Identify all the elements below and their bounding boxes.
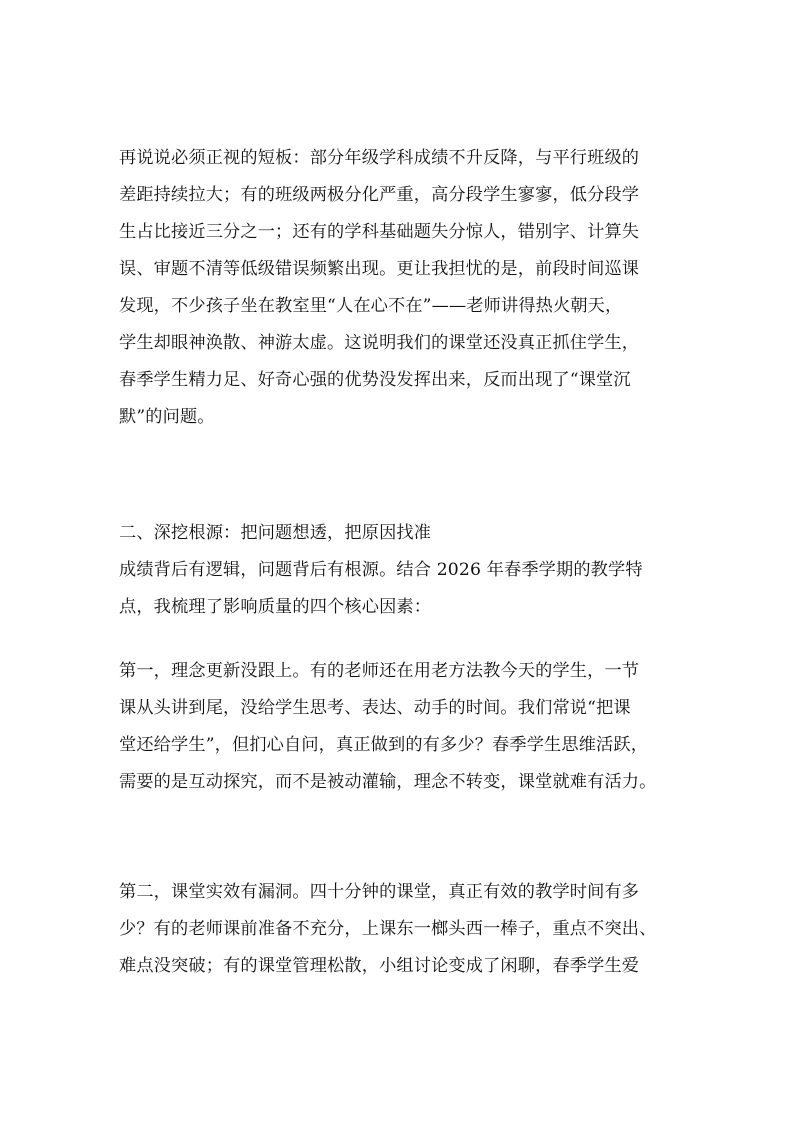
text-line: 第二，课堂实效有漏洞。四十分钟的课堂，真正有效的教学时间有多	[119, 882, 640, 902]
text-line: 默”的问题。	[119, 407, 215, 427]
paragraph-second-factor	[119, 874, 677, 985]
text-line: 需要的是互动探究，而不是被动灌输，理念不转变，课堂就难有活力。	[119, 772, 657, 792]
section-heading	[119, 515, 677, 552]
text-line: 成绩背后有逻辑，问题背后有根源。结合 2026 年春季学期的教学特	[119, 560, 643, 580]
paragraph-intro	[119, 552, 677, 626]
text-line: 春季学生精力足、好奇心强的优势没发挥出来，反而出现了“课堂沉	[119, 370, 631, 390]
text-line: 课从头讲到尾，没给学生思考、表达、动手的时间。我们常说“把课	[119, 698, 631, 718]
text-line: 误、审题不清等低级错误频繁出现。更让我担忧的是，前段时间巡课	[119, 259, 640, 279]
text-line: 堂还给学生”，但扪心自问，真正做到的有多少？春季学生思维活跃，	[119, 735, 649, 755]
text-line: 差距持续拉大；有的班级两极分化严重，高分段学生寥寥，低分段学	[119, 185, 640, 205]
text-line: 少？有的老师课前准备不充分，上课东一榔头西一棒子，重点不突出、	[119, 919, 657, 939]
text-line: 再说说必须正视的短板：部分年级学科成绩不升反降，与平行班级的	[119, 148, 640, 168]
paragraph-first-factor	[119, 653, 677, 801]
text-line: 第一，理念更新没跟上。有的老师还在用老方法教今天的学生，一节	[119, 661, 640, 681]
text-line: 学生却眼神涣散、神游太虚。这说明我们的课堂还没真正抓住学生，	[119, 333, 640, 353]
paragraph-shortcomings	[119, 140, 677, 436]
text-line: 发现，不少孩子坐在教室里“人在心不在”——老师讲得热火朝天，	[119, 296, 623, 316]
text-line: 生占比接近三分之一；还有的学科基础题失分惊人，错别字、计算失	[119, 222, 640, 242]
text-line: 点，我梳理了影响质量的四个核心因素：	[119, 597, 432, 617]
text-line: 难点没突破；有的课堂管理松散，小组讨论变成了闲聊，春季学生爱	[119, 956, 640, 976]
heading-text: 二、深挖根源：把问题想透，把原因找准	[119, 523, 432, 543]
